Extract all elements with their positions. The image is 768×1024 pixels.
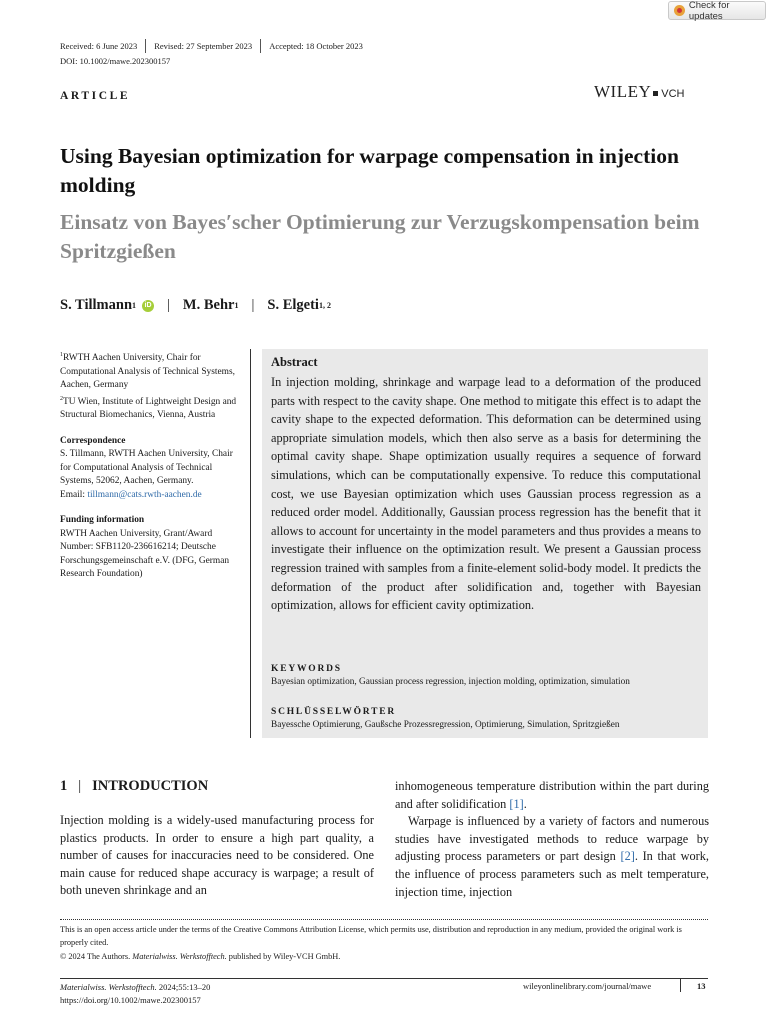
doi-link[interactable]: https://doi.org/10.1002/mawe.202300157 — [60, 994, 201, 1005]
journal-name: Materialwiss. Werkstofftech. — [60, 982, 157, 992]
correspondence-heading: Correspondence — [60, 435, 126, 446]
copyright-line — [60, 951, 710, 964]
check-for-updates-button[interactable] — [668, 1, 766, 20]
crossmark-icon — [674, 5, 685, 16]
keywords-heading: KEYWORDS — [271, 664, 342, 674]
footer-citation — [60, 981, 210, 1006]
affiliation — [60, 393, 242, 423]
author-name[interactable]: S. Tillmann — [60, 297, 133, 313]
citation-text: 2024;55:13–20 — [156, 982, 211, 992]
author-name[interactable]: M. Behr — [182, 297, 235, 313]
license-text: This is an open access article under the terms of the Creative Commons Attribution License, which permits use, distribution and reproduction in any medium, provided the original work is properly cited. — [60, 925, 682, 947]
body-column-right — [395, 778, 709, 901]
author-list — [60, 297, 331, 314]
paragraph-text: . — [523, 796, 527, 811]
affiliation-text: RWTH Aachen University, Chair for Computational Analysis of Technical Systems, Aachen, Germany — [60, 353, 235, 391]
correspondence-email — [60, 489, 242, 503]
revised-date: Revised: 27 September 2023 — [154, 41, 253, 51]
divider — [145, 39, 146, 53]
section-number: 1 — [60, 778, 68, 794]
footer-separator — [680, 978, 681, 992]
page-title-german: Einsatz von Bayes′scher Optimierung zur Verzugskompensation beim Spritzgießen — [60, 210, 700, 263]
section-title: INTRODUCTION — [92, 778, 209, 794]
paragraph — [395, 813, 709, 901]
column-divider — [250, 349, 251, 738]
author-name[interactable]: S. Elgeti — [267, 297, 319, 313]
accepted-date: Accepted: 18 October 2023 — [269, 41, 363, 51]
page-number: 13 — [697, 981, 706, 991]
logo-dot — [653, 91, 658, 96]
email-link[interactable]: tillmann@cats.rwth-aachen.de — [87, 489, 202, 500]
copyright-text: published by Wiley-VCH GmbH. — [226, 952, 341, 961]
body-column-left — [60, 812, 374, 900]
page-title: Using Bayesian optimization for warpage compensation in injection molding — [60, 144, 679, 197]
affiliation-mark: 2 — [60, 395, 63, 402]
keywords-text: Bayesian optimization, Gaussian process regression, injection molding, optimization, simulation — [271, 677, 630, 687]
dates-row — [60, 39, 363, 53]
heading-separator: | — [78, 778, 82, 794]
paragraph — [395, 778, 709, 813]
divider — [260, 39, 261, 53]
citation-link[interactable]: [2] — [620, 849, 635, 864]
citation-line — [60, 981, 210, 994]
doi: DOI: 10.1002/mawe.202300157 — [60, 56, 171, 66]
section-heading — [60, 778, 208, 795]
copyright-text: © 2024 The Authors. — [60, 952, 133, 961]
license-notice — [60, 924, 710, 964]
citation-link[interactable]: [1] — [509, 796, 524, 811]
paragraph-text: inhomogeneous temperature distribution within the part during and after solidification — [395, 779, 709, 811]
funding-text: RWTH Aachen University, Grant/Award Number: SFB1120-236616214; Deutsche Forschungsgemeinschaft e.V. (DFG, German Research Foundation) — [60, 528, 230, 580]
journal-name: Materialwiss. Werkstofftech. — [132, 952, 227, 961]
publisher-suffix: VCH — [661, 88, 685, 100]
article-type: ARTICLE — [60, 90, 131, 102]
funding-heading: Funding information — [60, 515, 145, 526]
author-affiliation-mark: 1 — [234, 301, 239, 310]
schluesselwoerter-text: Bayessche Optimierung, Gaußsche Prozessregression, Optimierung, Simulation, Spritzgießen — [271, 720, 620, 730]
publisher-name: WILEY — [594, 82, 652, 101]
author-affiliation-mark: 1, 2 — [318, 301, 331, 310]
author-separator: | — [251, 297, 255, 313]
orcid-icon[interactable]: iD — [142, 300, 154, 312]
abstract-text: In injection molding, shrinkage and warpage lead to a deformation of the produced parts with respect to the cavity shape. One method to mitigate this effect is to adapt the cavity shape to the expected deformation. This deformation can be determined using appropriate simulation models, which then also serve as a basis for determining the optimal cavity shape. Shape optimization usually requires a sequence of forward simulations, which can be computationally expensive. To reduce this computational cost, we use Bayesian optimization which uses Gaussian process regression as a reduced order model. Additionally, Gaussian process regression has the benefit that it allows to account for uncertainty in the model parameters and thus provides a means to investigate their influence on the optimization result. We present a Gaussian process regression trained with samples from a finite-element solid-body model. It predicts the deformation of the product after solidification and, together with Bayesian optimization, allows for efficient cavity optimization. — [271, 375, 701, 613]
affiliation-text: TU Wien, Institute of Lightweight Design and Structural Biomechanics, Vienna, Austria — [60, 396, 237, 421]
dotted-divider — [60, 919, 708, 920]
journal-site-link[interactable]: wileyonlinelibrary.com/journal/mawe — [523, 981, 652, 991]
email-label: Email: — [60, 489, 88, 500]
paragraph-text: Warpage is influenced by a variety of factors and numerous studies have investigated methods to reduce warpage by adjusting process parameters or part design — [395, 814, 709, 864]
article-info-column — [60, 349, 242, 582]
abstract-heading: Abstract — [271, 355, 318, 369]
paragraph: Injection molding is a widely-used manufacturing process for plastics products. In order to ensure a high part quality, a number of causes for inaccuracies need to be considered. One main cause for reduced shape accuracy is warpage; a result of both uneven shrinkage and an — [60, 813, 374, 898]
publisher-logo — [594, 82, 685, 102]
footer-divider — [60, 978, 708, 979]
check-for-updates-label: Check for updates — [688, 0, 730, 22]
paragraph-text: . In that work, the influence of process parameters such as melt temperature, injection time, injection — [395, 849, 709, 899]
affiliation — [60, 349, 242, 393]
correspondence-text: S. Tillmann, RWTH Aachen University, Chair for Computational Analysis of Technical Systems, 52062, Aachen, Germany. — [60, 449, 233, 487]
author-separator: | — [167, 297, 170, 313]
schluesselwoerter-heading: SCHLÜSSELWÖRTER — [271, 707, 397, 717]
received-date: Received: 6 June 2023 — [60, 41, 138, 51]
author-affiliation-mark: 1 — [132, 301, 137, 310]
affiliation-mark: 1 — [60, 352, 63, 358]
